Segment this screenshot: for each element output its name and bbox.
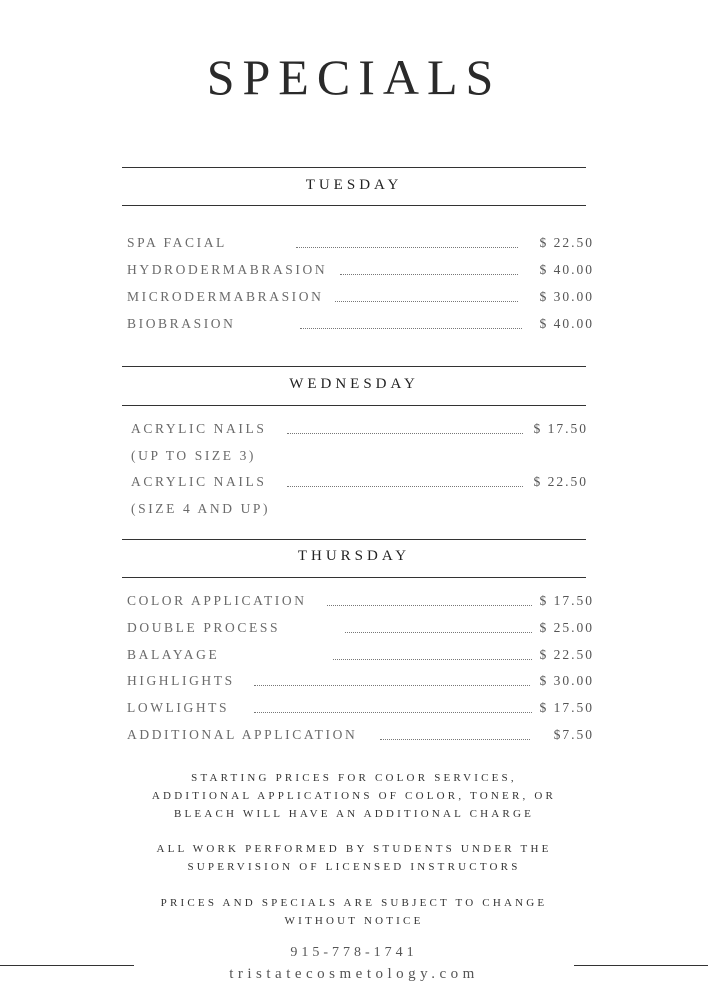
dot-leader bbox=[380, 739, 530, 740]
footer-divider-right bbox=[574, 965, 708, 966]
menu-item-price: $ 40.00 bbox=[539, 262, 594, 277]
thursday-heading: THURSDAY bbox=[297, 548, 411, 564]
menu-item-subtitle: (UP TO SIZE 3) bbox=[131, 448, 257, 463]
dot-leader bbox=[345, 632, 532, 633]
dot-leader bbox=[340, 274, 518, 275]
menu-item-name: BIOBRASION bbox=[127, 316, 236, 331]
page-title: SPECIALS bbox=[206, 49, 502, 105]
dot-leader bbox=[296, 247, 518, 248]
phone-number: 915-778-1741 bbox=[290, 945, 418, 960]
note-line: BLEACH WILL HAVE AN ADDITIONAL CHARGE bbox=[173, 808, 535, 820]
menu-item-name: COLOR APPLICATION bbox=[127, 593, 307, 608]
menu-item-name: HIGHLIGHTS bbox=[127, 673, 235, 688]
menu-item-name: ADDITIONAL APPLICATION bbox=[127, 727, 358, 742]
menu-item-price: $7.50 bbox=[553, 727, 594, 742]
menu-item-name: ACRYLIC NAILS bbox=[131, 474, 267, 489]
divider bbox=[122, 205, 586, 206]
note-line: ALL WORK PERFORMED BY STUDENTS UNDER THE bbox=[156, 843, 552, 855]
menu-item-name: DOUBLE PROCESS bbox=[127, 620, 281, 635]
menu-item-name: LOWLIGHTS bbox=[127, 700, 230, 715]
dot-leader bbox=[254, 685, 530, 686]
divider bbox=[122, 577, 586, 578]
menu-item-name: SPA FACIAL bbox=[127, 235, 227, 250]
footer-divider-left bbox=[0, 965, 134, 966]
dot-leader bbox=[287, 486, 523, 487]
menu-item-price: $ 22.50 bbox=[539, 235, 594, 250]
note-line: WITHOUT NOTICE bbox=[284, 915, 424, 927]
note-line: STARTING PRICES FOR COLOR SERVICES, bbox=[191, 772, 517, 784]
menu-item-price: $ 40.00 bbox=[539, 316, 594, 331]
divider bbox=[122, 366, 586, 367]
menu-item-price: $ 25.00 bbox=[539, 620, 594, 635]
dot-leader bbox=[287, 433, 523, 434]
color-services-note bbox=[100, 769, 608, 823]
menu-item-subtitle: (SIZE 4 AND UP) bbox=[131, 501, 271, 516]
note-line: ADDITIONAL APPLICATIONS OF COLOR, TONER, OR bbox=[151, 790, 557, 802]
menu-item-price: $ 30.00 bbox=[539, 673, 594, 688]
website-link[interactable]: tristatecosmetology.com bbox=[229, 966, 479, 982]
dot-leader bbox=[327, 605, 532, 606]
divider bbox=[122, 539, 586, 540]
menu-item-price: $ 22.50 bbox=[539, 647, 594, 662]
divider bbox=[122, 405, 586, 406]
dot-leader bbox=[333, 659, 532, 660]
divider bbox=[122, 167, 586, 168]
note-line: PRICES AND SPECIALS ARE SUBJECT TO CHANGE bbox=[160, 897, 548, 909]
menu-item-name: MICRODERMABRASION bbox=[127, 289, 324, 304]
menu-item-name: HYDRODERMABRASION bbox=[127, 262, 328, 277]
dot-leader bbox=[254, 712, 532, 713]
dot-leader bbox=[335, 301, 518, 302]
students-note bbox=[100, 840, 608, 876]
menu-item-name: ACRYLIC NAILS bbox=[131, 421, 267, 436]
note-line: SUPERVISION OF LICENSED INSTRUCTORS bbox=[187, 861, 521, 873]
menu-item-price: $ 17.50 bbox=[539, 700, 594, 715]
menu-item-price: $ 30.00 bbox=[539, 289, 594, 304]
prices-note bbox=[100, 894, 608, 930]
menu-item-price: $ 22.50 bbox=[533, 474, 588, 489]
tuesday-heading: TUESDAY bbox=[305, 177, 403, 193]
menu-item-price: $ 17.50 bbox=[533, 421, 588, 436]
menu-item-price: $ 17.50 bbox=[539, 593, 594, 608]
dot-leader bbox=[300, 328, 522, 329]
wednesday-heading: WEDNESDAY bbox=[289, 376, 419, 392]
menu-item-name: BALAYAGE bbox=[127, 647, 220, 662]
